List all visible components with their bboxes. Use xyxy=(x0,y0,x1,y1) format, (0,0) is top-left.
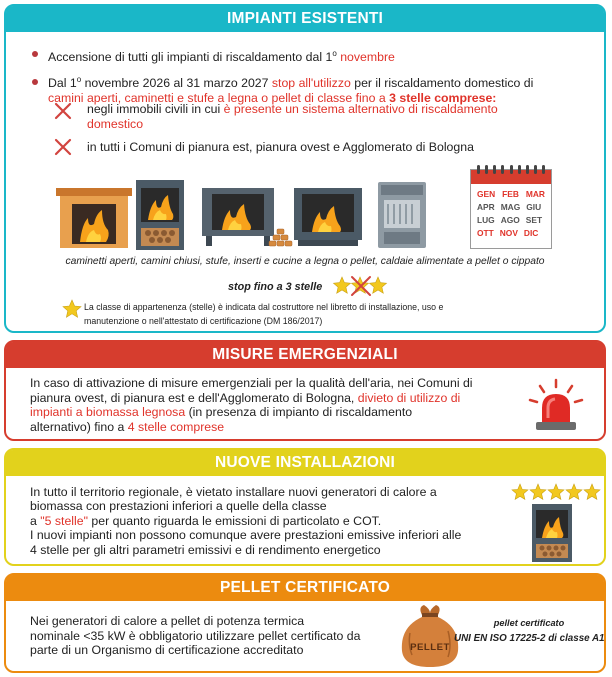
panel-title: IMPIANTI ESISTENTI xyxy=(226,10,384,27)
panel-pellet-certificato xyxy=(4,573,606,673)
calendar-month: FEB xyxy=(502,189,519,199)
text-line: nominale <35 kW è obbligatorio utilizzare pellet certificato da xyxy=(30,628,361,643)
calendar-month: SET xyxy=(525,215,543,225)
appliances-caption: caminetti aperti, camini chiusi, stufe, inserti e cucine a legna o pellet, caldaie alimentate a pellet o cippato xyxy=(65,256,545,267)
item-text: in tutti i Comuni di pianura est, pianura ovest e Agglomerato di Bologna xyxy=(87,140,474,154)
text-line: pianura ovest, di pianura est e dell'Agglomerato di Bologna, xyxy=(30,390,358,405)
panel-misure-emergenziali xyxy=(4,340,606,441)
panel-header xyxy=(6,342,604,368)
pellet-pile-icon xyxy=(268,226,294,248)
closed-fireplace-icon xyxy=(136,180,184,250)
highlight-text: "5 stelle" xyxy=(40,513,88,528)
exclusion-item-comuni xyxy=(87,140,474,155)
highlight-text: divieto di utilizzo di xyxy=(357,390,461,405)
panel-title: NUOVE INSTALLAZIONI xyxy=(214,454,396,471)
highlight-text: stop all'utilizzo xyxy=(271,76,351,91)
bullet-accensione xyxy=(48,46,395,65)
exclusion-item-alternativo xyxy=(87,102,567,132)
cross-icon xyxy=(54,138,72,156)
bullet-text: novembre 2026 al 31 marzo 2027 xyxy=(81,76,272,91)
calendar-month: OTT xyxy=(477,228,494,238)
wood-stove-icon xyxy=(202,188,274,246)
calendar-month: GIU xyxy=(526,202,542,212)
highlight-text: impianti a biomassa legnosa xyxy=(30,405,186,420)
panel-impianti-esistenti xyxy=(4,4,606,333)
open-fireplace-icon xyxy=(56,188,132,248)
star-icon xyxy=(62,299,82,319)
calendar-month: MAR xyxy=(525,189,545,199)
bullet-text: Dal 1 xyxy=(48,76,77,91)
highlight-text: novembre xyxy=(336,50,395,65)
highlight-text: camini aperti, caminetti e stufe a legna o pellet di classe fino a xyxy=(48,91,390,106)
calendar-month: AGO xyxy=(500,215,520,225)
superscript: o xyxy=(76,75,82,84)
calendar-month: MAG xyxy=(500,202,521,212)
emergency-text xyxy=(30,376,510,434)
highlight-text: 4 stelle comprese xyxy=(127,419,225,434)
text-line: per quanto riguarda le emissioni di particolato e COT. xyxy=(87,513,382,528)
new-stove-icon xyxy=(532,504,572,562)
text-line: I nuovi impianti non possono comunque avere prestazioni emissive inferiori alle xyxy=(30,528,462,543)
calendar-header xyxy=(471,170,551,184)
panel-header xyxy=(6,575,604,601)
highlight-text: è presente un sistema alternativo di riscaldamento xyxy=(223,102,498,116)
three-stars-crossed-icon xyxy=(332,275,388,297)
text-line: alternativo) fino a xyxy=(30,419,128,434)
panel-title: MISURE EMERGENZIALI xyxy=(212,346,398,363)
panel-title: PELLET CERTIFICATO xyxy=(219,579,391,596)
bullet-dot xyxy=(32,79,38,85)
siren-icon xyxy=(528,378,584,434)
cross-icon xyxy=(54,102,72,120)
bullet-text: per il riscaldamento domestico di xyxy=(350,76,534,91)
bullet-dot xyxy=(32,51,38,57)
text-line: a xyxy=(30,513,41,528)
panel-header xyxy=(6,6,604,32)
calendar-month: GEN xyxy=(477,189,496,199)
calendar-icon xyxy=(470,169,552,249)
text-line: In tutto il territorio regionale, è vietato installare nuovi generatori di calore a xyxy=(30,485,437,499)
text-line: parte di un Organismo di certificazione accreditato xyxy=(30,643,304,658)
panel-header xyxy=(6,450,604,476)
text-line: biomassa con prestazioni inferiori a quelle della classe xyxy=(30,499,327,514)
cert-standard: UNI EN ISO 17225-2 di classe A1 xyxy=(454,633,605,644)
sack-label: PELLET xyxy=(410,642,450,653)
five-stars-icon xyxy=(511,483,601,501)
calendar-month: DIC xyxy=(523,228,539,238)
text-line: 4 stelle per gli altri parametri emissivi e di rendimento energetico xyxy=(30,542,381,557)
item-text: negli immobili civili in cui xyxy=(87,102,224,116)
note-line: manutenzione o nell'attestato di certificazione (DM 186/2017) xyxy=(84,316,323,326)
certification-note xyxy=(454,615,604,647)
text-line: (in presenza di impianto di riscaldamento xyxy=(185,405,413,420)
star-class-note xyxy=(84,300,443,328)
panel-nuove-installazioni xyxy=(4,448,606,566)
text-line: In caso di attivazione di misure emergenziali per la qualità dell'aria, nei Comuni di xyxy=(30,376,473,390)
highlight-bold-text: 3 stelle comprese: xyxy=(389,91,497,106)
calendar-month: LUG xyxy=(477,215,495,225)
bullet-text: Accensione di tutti gli impianti di riscaldamento dal 1 xyxy=(48,50,333,65)
calendar-month: APR xyxy=(477,202,495,212)
pellet-text xyxy=(30,614,410,658)
stop-label: stop fino a 3 stelle xyxy=(228,281,323,293)
insert-stove-icon xyxy=(294,188,362,246)
note-line: La classe di appartenenza (stelle) è indicata dal costruttore nel libretto di installazione, uso e xyxy=(84,302,444,312)
new-installations-text xyxy=(30,485,510,557)
cert-line: pellet certificato xyxy=(493,618,565,628)
highlight-text: domestico xyxy=(87,117,144,132)
text-line: Nei generatori di calore a pellet di potenza termica xyxy=(30,614,305,628)
calendar-month: NOV xyxy=(499,228,518,238)
superscript: o xyxy=(332,49,337,58)
pellet-boiler-icon xyxy=(378,182,426,248)
